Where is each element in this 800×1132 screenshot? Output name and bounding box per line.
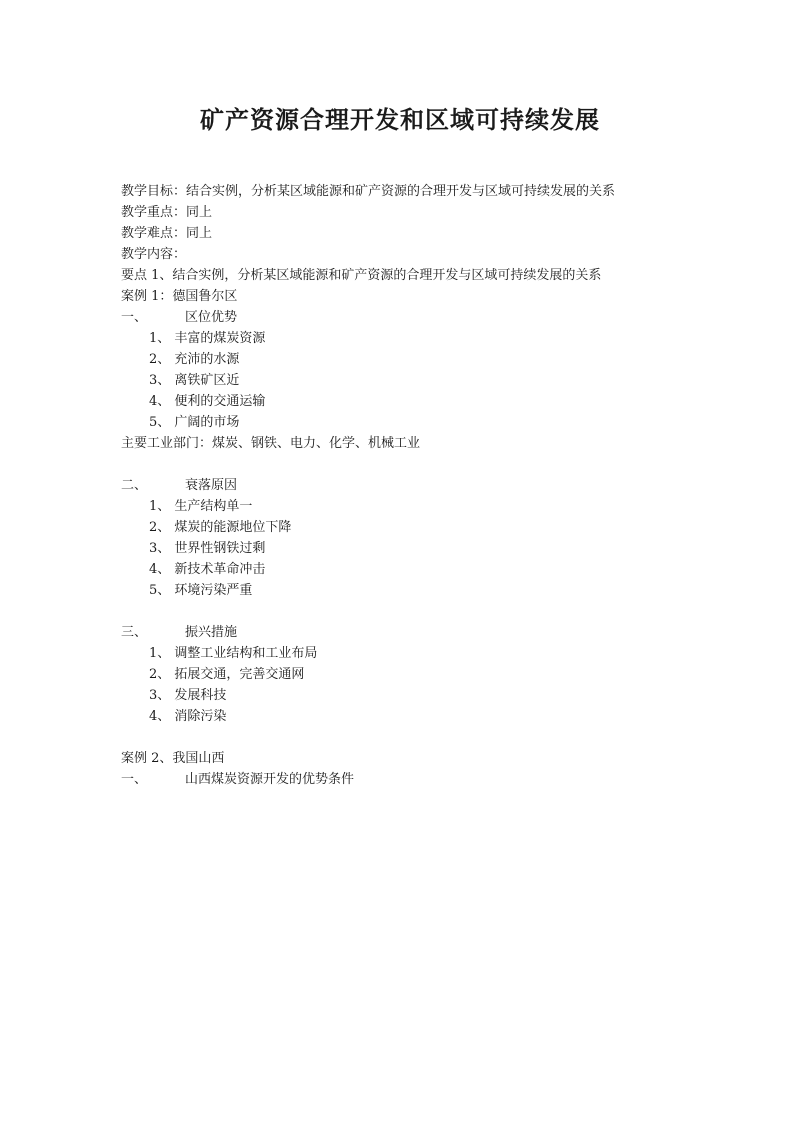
document-body xyxy=(121,181,721,790)
section-number: 一、 xyxy=(121,772,148,787)
section-heading xyxy=(121,622,721,643)
section-number: 二、 xyxy=(121,478,148,493)
section-number: 一、 xyxy=(121,310,148,325)
list-item: 4、 新技术革命冲击 xyxy=(149,562,266,577)
section-heading xyxy=(121,769,721,790)
section-title: 区位优势 xyxy=(185,310,238,325)
spacer xyxy=(121,601,721,622)
list-item: 1、 丰富的煤炭资源 xyxy=(149,331,266,346)
main-industries: 主要工业部门：煤炭、钢铁、电力、化学、机械工业 xyxy=(121,436,421,451)
section-title: 山西煤炭资源开发的优势条件 xyxy=(185,772,355,787)
section-title: 振兴措施 xyxy=(185,625,238,640)
list-item: 4、 便利的交通运输 xyxy=(149,394,266,409)
case-1-heading: 案例 1：德国鲁尔区 xyxy=(121,289,238,304)
list-item: 2、 充沛的水源 xyxy=(149,352,240,367)
list-item: 2、 煤炭的能源地位下降 xyxy=(149,520,292,535)
teaching-key-point: 教学重点：同上 xyxy=(121,205,213,220)
list-item: 1、 调整工业结构和工业布局 xyxy=(149,646,318,661)
list-item: 5、 广阔的市场 xyxy=(149,415,240,430)
teaching-difficulty: 教学难点：同上 xyxy=(121,226,213,241)
list-item: 3、 发展科技 xyxy=(149,688,227,703)
list-item: 3、 离铁矿区近 xyxy=(149,373,240,388)
list-item: 3、 世界性钢铁过剩 xyxy=(149,541,266,556)
section-number: 三、 xyxy=(121,625,148,640)
document-title: 矿产资源合理开发和区域可持续发展 xyxy=(200,105,600,134)
list-item: 4、 消除污染 xyxy=(149,709,227,724)
spacer xyxy=(121,454,721,475)
case-2-heading: 案例 2、我国山西 xyxy=(121,751,225,766)
section-title: 衰落原因 xyxy=(185,478,238,493)
section-heading xyxy=(121,475,721,496)
teaching-content-label: 教学内容： xyxy=(121,247,187,262)
teaching-objective: 教学目标：结合实例，分析某区域能源和矿产资源的合理开发与区域可持续发展的关系 xyxy=(121,184,616,199)
key-point-1: 要点 1、结合实例，分析某区域能源和矿产资源的合理开发与区域可持续发展的关系 xyxy=(121,268,602,283)
list-item: 5、 环境污染严重 xyxy=(149,583,253,598)
list-item: 2、 拓展交通，完善交通网 xyxy=(149,667,305,682)
section-heading xyxy=(121,307,721,328)
list-item: 1、 生产结构单一 xyxy=(149,499,253,514)
spacer xyxy=(121,727,721,748)
